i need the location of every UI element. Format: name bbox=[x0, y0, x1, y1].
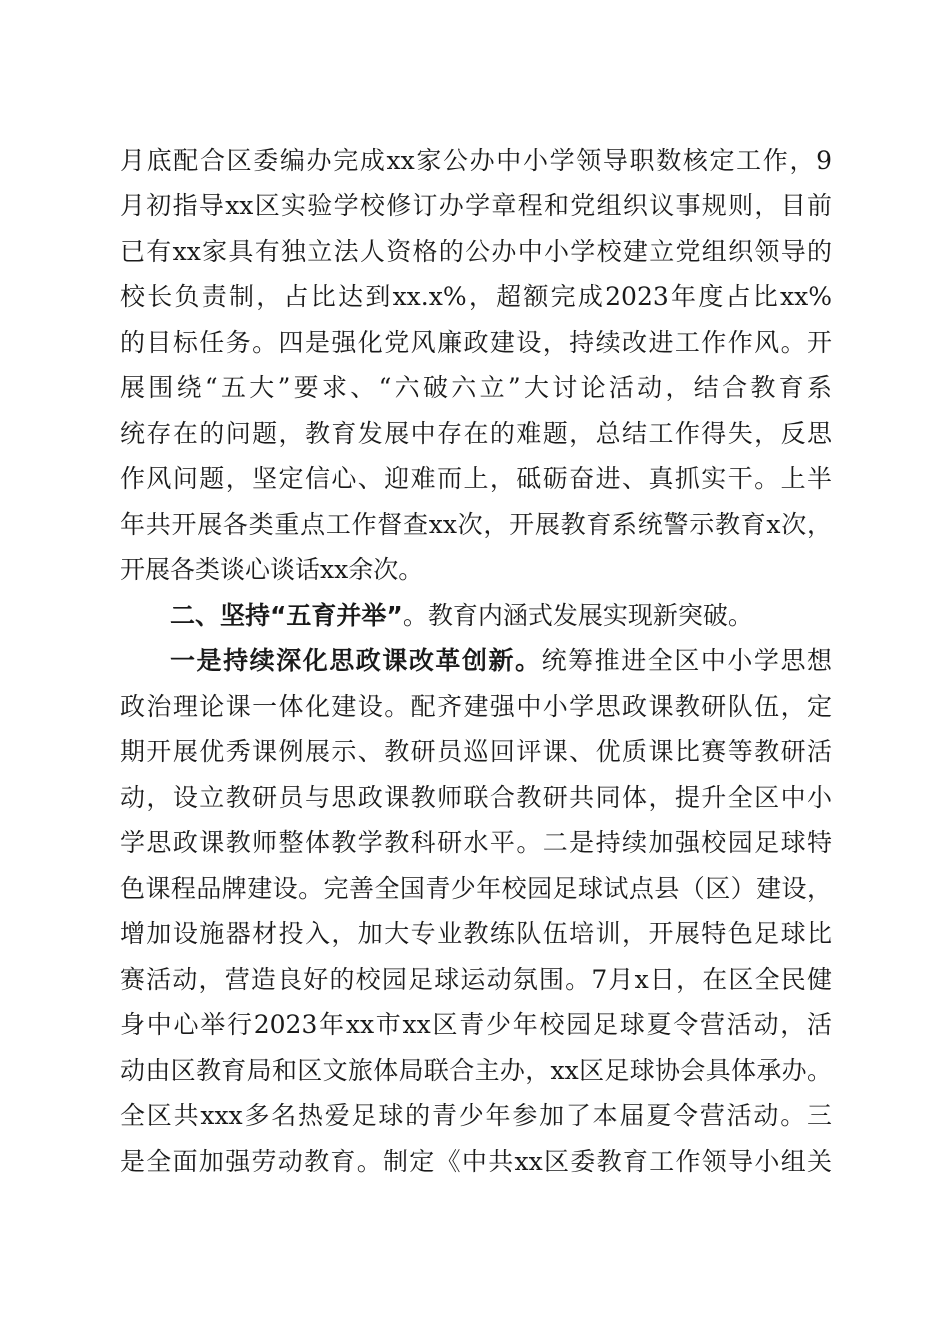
text-line: 已有xx家具有独立法人资格的公办中小学校建立党组织领导的 bbox=[120, 237, 832, 266]
text-line: 全区共xxx多名热爱足球的青少年参加了本届夏令营活动。三 bbox=[120, 1101, 832, 1130]
text-line: 动由区教育局和区文旅体局联合主办，xx区足球协会具体承办。 bbox=[120, 1056, 832, 1085]
text-line: 的目标任务。四是强化党风廉政建设，持续改进工作作风。开 bbox=[120, 328, 832, 357]
text-line: 展围绕“五大”要求、“六破六立”大讨论活动，结合教育系 bbox=[120, 373, 832, 402]
heading-rest-text: 。教育内涵式发展实现新突破。 bbox=[402, 601, 753, 630]
text-line: 学思政课教师整体教学教科研水平。二是持续加强校园足球特 bbox=[120, 828, 832, 857]
text-line: 身中心举行2023年xx市xx区青少年校园足球夏令营活动，活 bbox=[120, 1010, 832, 1039]
paragraph-lead-rest: 统筹推进全区中小学思想 bbox=[541, 646, 832, 675]
text-line: 动，设立教研员与思政课教师联合教研共同体，提升全区中小 bbox=[120, 783, 832, 812]
text-line: 年共开展各类重点工作督查xx次，开展教育系统警示教育x次， bbox=[120, 510, 832, 539]
text-line: 校长负责制，占比达到xx.x%，超额完成2023年度占比xx% bbox=[120, 282, 832, 311]
heading-bold-text: 二、坚持“五育并举” bbox=[170, 601, 403, 630]
paragraph-first-line bbox=[170, 641, 832, 681]
text-line: 期开展优秀课例展示、教研员巡回评课、优质课比赛等教研活 bbox=[120, 737, 832, 766]
text-line: 作风问题，坚定信心、迎难而上，砥砺奋进、真抓实干。上半 bbox=[120, 464, 832, 493]
text-line: 月底配合区委编办完成xx家公办中小学领导职数核定工作，9 bbox=[120, 146, 832, 175]
text-line: 增加设施器材投入，加大专业教练队伍培训，开展特色足球比 bbox=[120, 919, 832, 948]
text-line: 政治理论课一体化建设。配齐建强中小学思政课教研队伍，定 bbox=[120, 692, 832, 721]
paragraph-lead-bold: 一是持续深化思政课改革创新。 bbox=[170, 646, 542, 675]
text-line: 统存在的问题，教育发展中存在的难题，总结工作得失，反思 bbox=[120, 419, 832, 448]
text-line: 赛活动，营造良好的校园足球运动氛围。7月x日，在区全民健 bbox=[120, 965, 832, 994]
text-line: 月初指导xx区实验学校修订办学章程和党组织议事规则，目前 bbox=[120, 191, 832, 220]
text-line: 是全面加强劳动教育。制定《中共xx区委教育工作领导小组关 bbox=[120, 1147, 832, 1176]
text-line: 开展各类谈心谈话xx余次。 bbox=[120, 555, 424, 584]
text-line: 色课程品牌建设。完善全国青少年校园足球试点县（区）建设， bbox=[120, 874, 832, 903]
section-heading bbox=[170, 596, 832, 636]
